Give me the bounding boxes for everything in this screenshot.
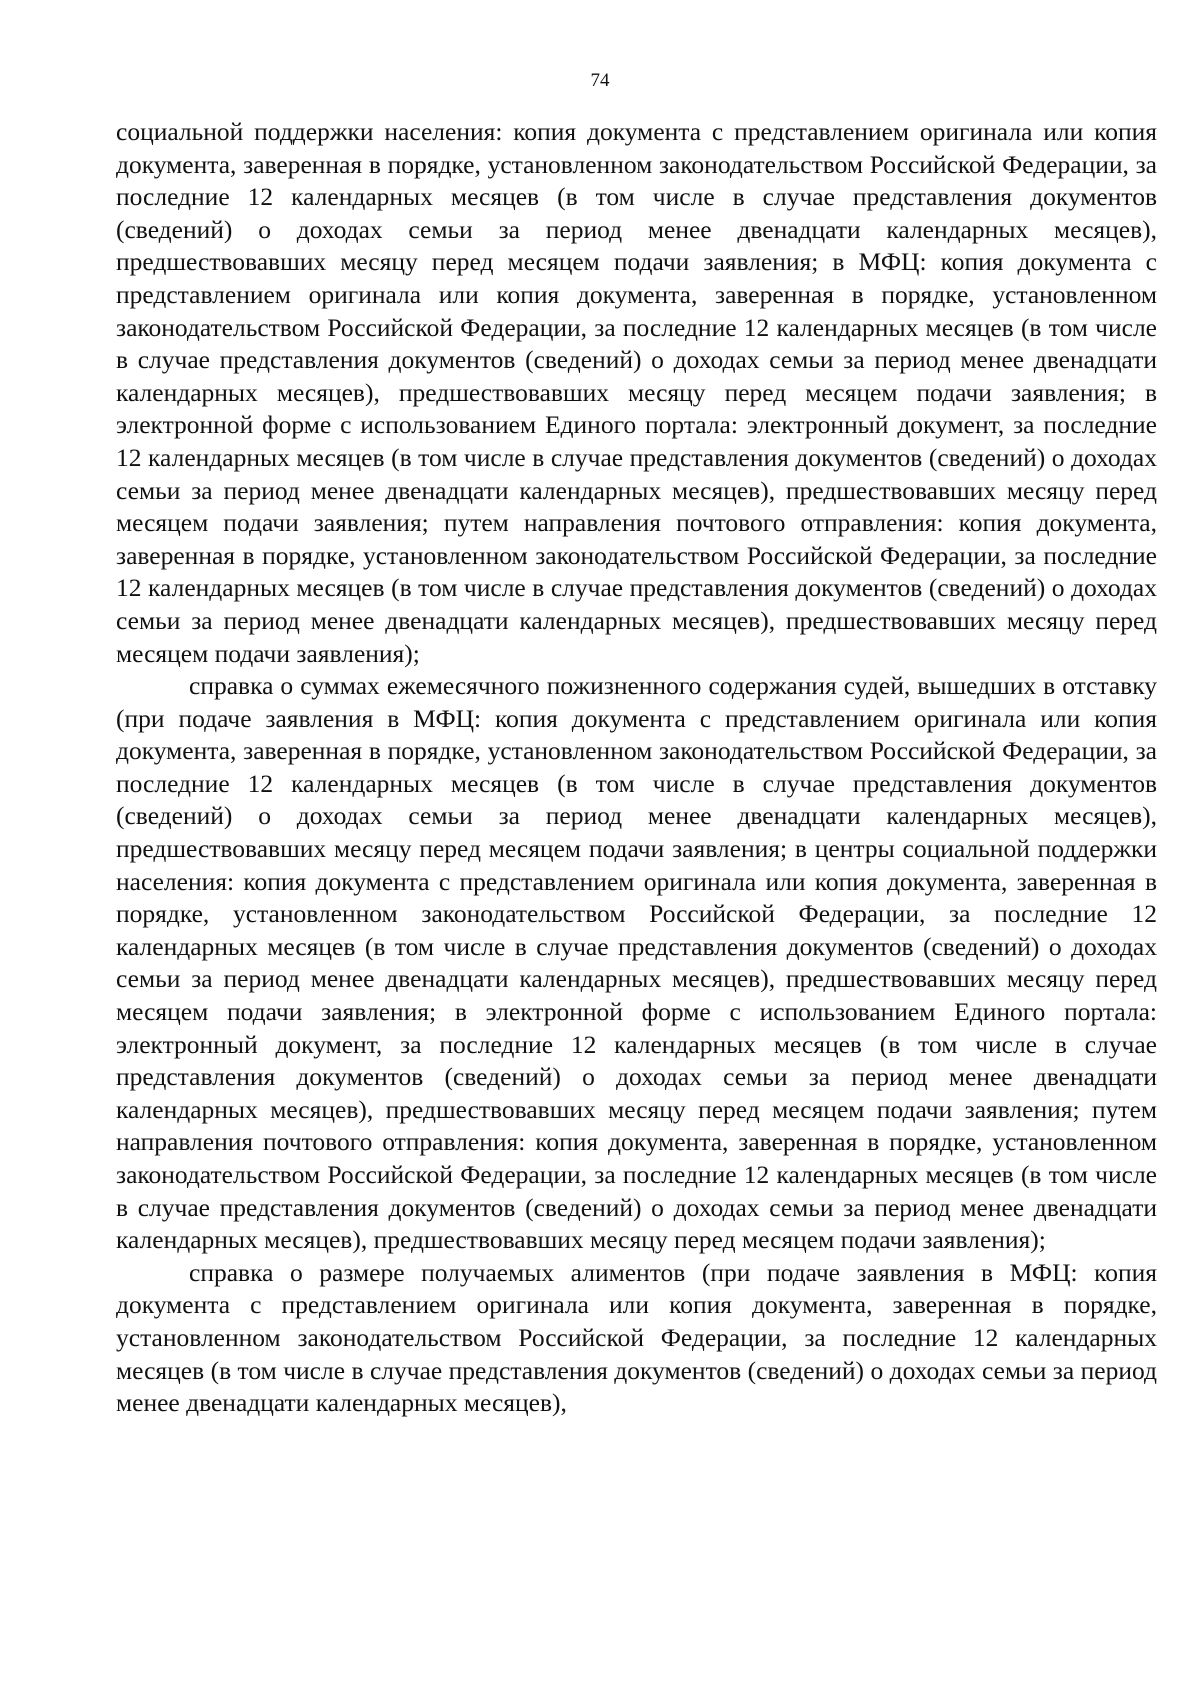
document-body xyxy=(116,116,1157,1420)
paragraph-alimony-certificate: справка о размере получаемых алиментов (при подаче заявления в МФЦ: копия документа с представлением оригинала или копия документа, заверенная в порядке, установленном законодательством Российской Федерации, за последние 12 календарных месяцев (в том числе в случае представления документов (сведений) о доходах семьи за период менее двенадцати календарных месяцев), xyxy=(116,1257,1157,1418)
page-number: 74 xyxy=(590,70,610,91)
paragraph-judges-pension-certificate: справка о суммах ежемесячного пожизненного содержания судей, вышедших в отставку (при подаче заявления в МФЦ: копия документа с представлением оригинала или копия документа, заверенная в порядке, установленном законодательством Российской Федерации, за последние 12 календарных месяцев (в том числе в случае представления документов (сведений) о доходах семьи за период менее двенадцати календарных месяцев), предшествовавших месяцу перед месяцем подачи заявления; в центры социальной поддержки населения: копия документа с представлением оригинала или копия документа, заверенная в порядке, установленном законодательством Российской Федерации, за последние 12 календарных месяцев (в том числе в случае представления документов (сведений) о доходах семьи за период менее двенадцати календарных месяцев), предшествовавших месяцу перед месяцем подачи заявления; в электронной форме с использованием Единого портала: электронный документ, за последние 12 календарных месяцев (в том числе в случае представления документов (сведений) о доходах семьи за период менее двенадцати календарных месяцев), предшествовавших месяцу перед месяцем подачи заявления; путем направления почтового отправления: копия документа, заверенная в порядке, установленном законодательством Российской Федерации, за последние 12 календарных месяцев (в том числе в случае представления документов (сведений) о доходах семьи за период менее двенадцати календарных месяцев), предшествовавших месяцу перед месяцем подачи заявления); xyxy=(116,671,1157,1255)
paragraph-continuation: социальной поддержки населения: копия документа с представлением оригинала или копия документа, заверенная в порядке, установленном законодательством Российской Федерации, за последние 12 календарных месяцев (в том числе в случае представления документов (сведений) о доходах семьи за период менее двенадцати календарных месяцев), предшествовавших месяцу перед месяцем подачи заявления; в МФЦ: копия документа с представлением оригинала или копия документа, заверенная в порядке, установленном законодательством Российской Федерации, за последние 12 календарных месяцев (в том числе в случае представления документов (сведений) о доходах семьи за период менее двенадцати календарных месяцев), предшествовавших месяцу перед месяцем подачи заявления; в электронной форме с использованием Единого портала: электронный документ, за последние 12 календарных месяцев (в том числе в случае представления документов (сведений) о доходах семьи за период менее двенадцати календарных месяцев), предшествовавших месяцу перед месяцем подачи заявления; путем направления почтового отправления: копия документа, заверенная в порядке, установленном законодательством Российской Федерации, за последние 12 календарных месяцев (в том числе в случае представления документов (сведений) о доходах семьи за период менее двенадцати календарных месяцев), предшествовавших месяцу перед месяцем подачи заявления); xyxy=(116,117,1157,668)
